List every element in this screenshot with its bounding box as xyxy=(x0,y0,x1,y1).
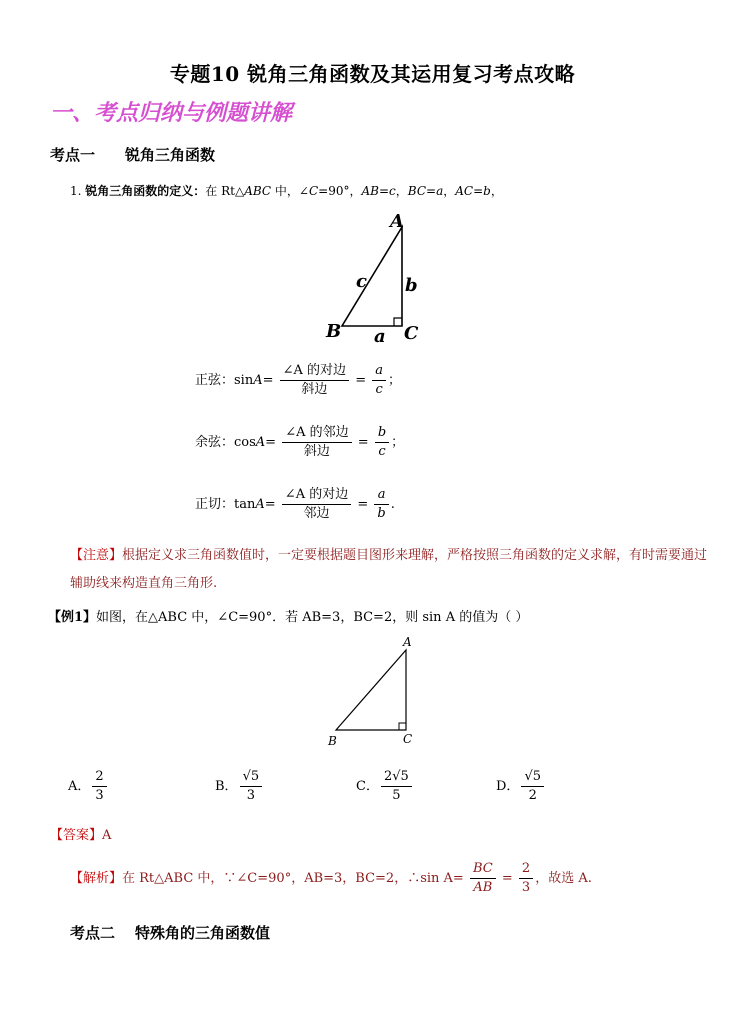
fraction-denominator: 斜边 xyxy=(303,444,330,459)
fraction-numerator: 2 xyxy=(519,860,533,879)
fraction-denominator: 5 xyxy=(392,788,401,803)
solution-eq: = xyxy=(501,871,513,886)
option-label: B． xyxy=(215,779,238,794)
note-paragraph xyxy=(70,542,710,598)
right-angle-mark-2 xyxy=(399,723,406,730)
fraction-numerator: ∠A 的对边 xyxy=(280,362,349,381)
definition-text: = xyxy=(378,184,390,198)
option-a[interactable] xyxy=(68,768,109,805)
solution-line xyxy=(70,860,592,897)
tangent-formula xyxy=(195,486,395,523)
cosine-formula xyxy=(195,424,404,461)
triangle-figure-2 xyxy=(320,632,430,750)
definition-label: 锐角三角函数的定义： xyxy=(85,184,206,198)
side-b-label: b xyxy=(405,275,418,296)
triangle-1-shape xyxy=(342,227,402,326)
cosine-definition-fraction xyxy=(282,424,351,461)
solution-text: 在 Rt△ABC 中，∵∠C=90°，AB=3，BC=2，∴sin A= xyxy=(122,871,464,886)
solution-tag: 【解析】 xyxy=(70,871,123,886)
definition-var: AC xyxy=(455,184,474,198)
formula-eq: = xyxy=(357,497,369,512)
fraction-denominator: 斜边 xyxy=(301,382,328,397)
definition-var: AB xyxy=(361,184,379,198)
fraction-denominator: 3 xyxy=(246,788,255,803)
option-label: A． xyxy=(68,779,91,794)
definition-number: 1. xyxy=(70,184,82,198)
formula-var: A xyxy=(255,435,266,450)
vertex-a-label: A xyxy=(403,635,412,649)
formula-eq: = xyxy=(357,435,369,450)
formula-eq: = xyxy=(355,373,367,388)
fraction-denominator: AB xyxy=(473,880,493,895)
triangle-figure-1 xyxy=(320,205,430,345)
note-tag: 【注意】 xyxy=(70,548,123,563)
formula-var: A xyxy=(255,497,265,512)
kaodian-1-heading xyxy=(50,144,215,165)
definition-text: ， xyxy=(395,184,408,198)
kaodian-2-heading xyxy=(70,922,270,943)
example-1-text: 如图，在△ABC 中，∠C=90°．若 AB=3，BC=2，则 sin A 的值为（ ） xyxy=(96,610,529,625)
side-a-label: a xyxy=(374,326,386,345)
option-fraction xyxy=(381,768,412,805)
definition-text: = xyxy=(426,184,437,198)
fraction-numerator: a xyxy=(372,362,386,381)
example-1 xyxy=(48,606,528,625)
formula-eq: = xyxy=(264,497,276,512)
fraction-numerator: √5 xyxy=(240,768,263,787)
fraction-denominator: b xyxy=(377,506,386,521)
option-label: D． xyxy=(496,779,520,794)
formula-end: ； xyxy=(391,435,405,450)
definition-text: 中，∠ xyxy=(271,184,309,198)
solution-text-end: ，故选 A. xyxy=(535,871,592,886)
fraction-numerator: 2 xyxy=(92,768,106,787)
definition-text: ， xyxy=(443,184,456,198)
option-label: C． xyxy=(356,779,379,794)
fraction-denominator: 3 xyxy=(95,788,104,803)
fraction-denominator: 2 xyxy=(528,788,537,803)
definition-var: b xyxy=(483,184,491,198)
tangent-value-fraction xyxy=(374,486,388,523)
option-fraction xyxy=(521,768,544,805)
vertex-c-label: C xyxy=(404,323,419,344)
definition-text: =90°， xyxy=(318,184,362,198)
fraction-numerator: a xyxy=(374,486,388,505)
formula-eq: = xyxy=(265,435,277,450)
kaodian-1-label: 考点一 xyxy=(50,146,96,164)
page-title: 专题10 锐角三角函数及其运用复习考点攻略 xyxy=(169,62,576,86)
sine-value-fraction xyxy=(372,362,386,399)
fraction-denominator: c xyxy=(375,382,383,397)
vertex-a-label: A xyxy=(390,211,404,232)
section-heading: 一、考点归纳与例题讲解 xyxy=(50,101,293,126)
right-angle-mark-1 xyxy=(394,318,402,326)
formula-end: . xyxy=(390,497,395,512)
fraction-denominator: c xyxy=(378,444,386,459)
fraction-numerator: ∠A 的对边 xyxy=(282,486,351,505)
formula-var: A xyxy=(253,373,263,388)
vertex-b-label: B xyxy=(328,734,337,748)
kaodian-2-label: 考点二 xyxy=(70,924,116,942)
tangent-definition-fraction xyxy=(282,486,351,523)
option-fraction xyxy=(240,768,263,805)
answer-line xyxy=(50,824,111,843)
definition-text: 在 Rt△ xyxy=(205,184,245,198)
definition-var: BC xyxy=(407,184,427,198)
sine-formula xyxy=(195,362,401,399)
fraction-numerator: ∠A 的邻边 xyxy=(282,424,351,443)
formula-end: ； xyxy=(388,373,402,388)
example-1-tag: 【例1】 xyxy=(48,610,97,625)
solution-fraction-2 xyxy=(519,860,533,897)
note-text: 根据定义求三角函数值时，一定要根据题目图形来理解，严格按照三角函数的定义求解，有时需要通过辅助线来构造直角三角形. xyxy=(70,548,708,591)
kaodian-1-name: 锐角三角函数 xyxy=(125,146,216,164)
option-d[interactable] xyxy=(496,768,546,805)
definition-text: = xyxy=(473,184,484,198)
fraction-denominator: 邻边 xyxy=(303,506,330,521)
definition-line xyxy=(70,182,503,199)
vertex-b-label: B xyxy=(326,321,342,342)
fraction-denominator: 3 xyxy=(521,880,531,895)
sine-definition-fraction xyxy=(280,362,349,399)
fraction-numerator: b xyxy=(375,424,389,443)
fraction-numerator: 2√5 xyxy=(381,768,412,787)
option-c[interactable] xyxy=(356,768,414,805)
formula-label: 正切：tan xyxy=(195,497,256,512)
kaodian-2-name: 特殊角的三角函数值 xyxy=(135,924,271,942)
answer-value: A xyxy=(102,828,112,843)
definition-var: c xyxy=(389,184,396,198)
definition-var: C xyxy=(308,184,319,198)
formula-label: 余弦：cos xyxy=(195,435,256,450)
side-c-label: c xyxy=(356,271,367,292)
fraction-numerator: BC xyxy=(470,860,496,879)
definition-text: ， xyxy=(490,184,503,198)
formula-eq: = xyxy=(262,373,274,388)
answer-tag: 【答案】 xyxy=(50,828,103,843)
definition-var: a xyxy=(436,184,444,198)
vertex-c-label: C xyxy=(403,732,413,746)
definition-var: ABC xyxy=(244,184,272,198)
solution-fraction-1 xyxy=(470,860,496,897)
cosine-value-fraction xyxy=(375,424,389,461)
triangle-2-shape xyxy=(336,650,406,730)
formula-label: 正弦：sin xyxy=(195,373,254,388)
option-fraction xyxy=(92,768,106,805)
option-b[interactable] xyxy=(215,768,264,805)
fraction-numerator: √5 xyxy=(521,768,544,787)
